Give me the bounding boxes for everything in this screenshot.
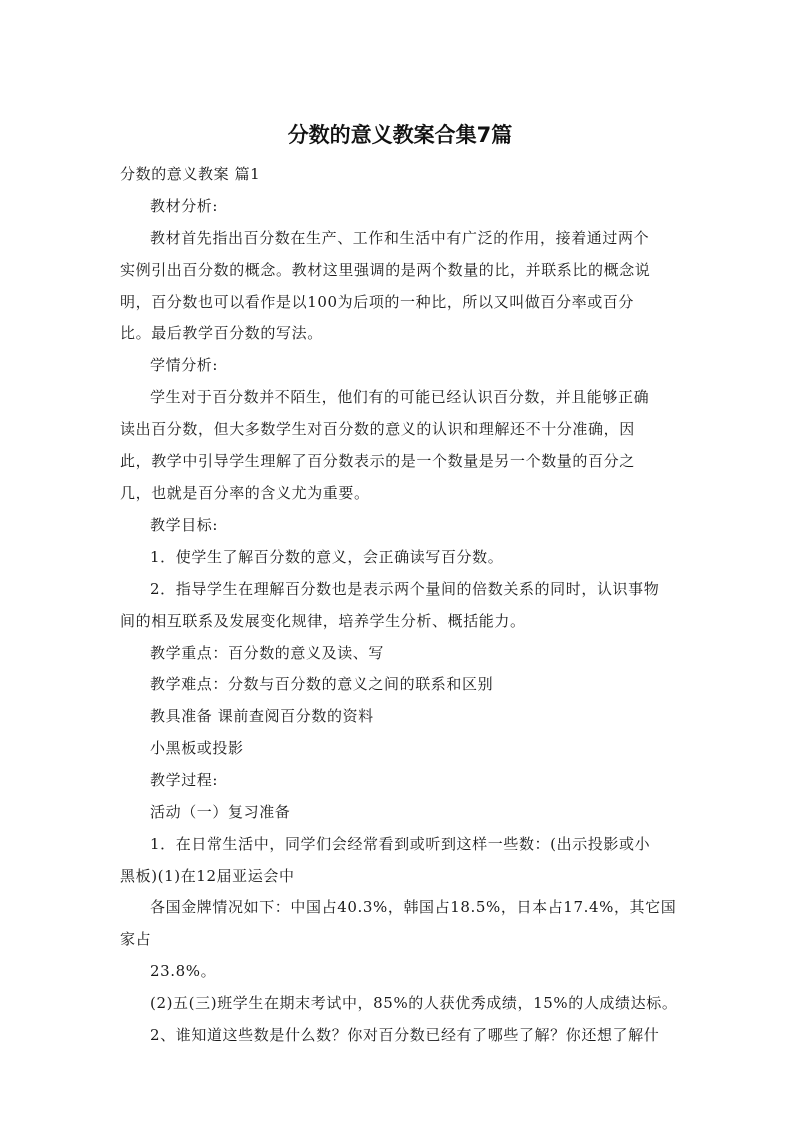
paragraph-line: 家占 xyxy=(120,930,152,948)
document-title: 分数的意义教案合集7篇 xyxy=(287,123,513,147)
paragraph-line: 1．在日常生活中，同学们会经常看到或听到这样一些数：(出示投影或小 xyxy=(150,835,651,853)
paragraph-line: 教具准备 课前查阅百分数的资料 xyxy=(150,707,374,725)
paragraph-line: 小黑板或投影 xyxy=(150,739,244,757)
paragraph-line: 活动（一）复习准备 xyxy=(150,803,291,821)
paragraph-line: 1．使学生了解百分数的意义，会正确读写百分数。 xyxy=(150,548,504,566)
paragraph-line: 2、谁知道这些数是什么数？你对百分数已经有了哪些了解？你还想了解什 xyxy=(150,1026,660,1044)
paragraph-line: 教材首先指出百分数在生产、工作和生活中有广泛的作用，接着通过两个 xyxy=(150,229,650,247)
paragraph-line: 此，教学中引导学生理解了百分数表示的是一个数量是另一个数量的百分之 xyxy=(120,452,635,470)
paragraph-line: 黑板)(1)在12届亚运会中 xyxy=(120,867,295,885)
paragraph-line: 读出百分数，但大多数学生对百分数的意义的认识和理解还不十分准确，因 xyxy=(120,420,635,438)
paragraph-line: 各国金牌情况如下：中国占40.3%，韩国占18.5%，日本占17.4%，其它国 xyxy=(150,898,677,916)
paragraph-line: 几，也就是百分率的含义尤为重要。 xyxy=(120,484,370,502)
paragraph-line: (2)五(三)班学生在期末考试中，85%的人获优秀成绩，15%的人成绩达标。 xyxy=(150,994,678,1012)
paragraph-line: 23.8%。 xyxy=(150,962,217,980)
paragraph-line: 教材分析: xyxy=(150,197,219,215)
section-heading: 分数的意义教案 篇1 xyxy=(120,165,261,183)
paragraph-line: 教学目标: xyxy=(150,516,219,534)
paragraph-line: 学情分析: xyxy=(150,356,219,374)
paragraph-line: 学生对于百分数并不陌生，他们有的可能已经认识百分数，并且能够正确 xyxy=(150,388,650,406)
paragraph-line: 间的相互联系及发展变化规律，培养学生分析、概括能力。 xyxy=(120,612,526,630)
paragraph-line: 实例引出百分数的概念。教材这里强调的是两个数量的比，并联系比的概念说 xyxy=(120,261,651,279)
paragraph-line: 教学重点：百分数的意义及读、写 xyxy=(150,644,385,662)
paragraph-line: 教学难点：分数与百分数的意义之间的联系和区别 xyxy=(150,675,494,693)
paragraph-line: 比。最后教学百分数的写法。 xyxy=(120,324,323,342)
paragraph-line: 明，百分数也可以看作是以100为后项的一种比，所以又叫做百分率或百分 xyxy=(120,293,635,311)
paragraph-line: 教学过程: xyxy=(150,771,219,789)
paragraph-line: 2．指导学生在理解百分数也是表示两个量间的倍数关系的同时，认识事物 xyxy=(150,580,660,598)
